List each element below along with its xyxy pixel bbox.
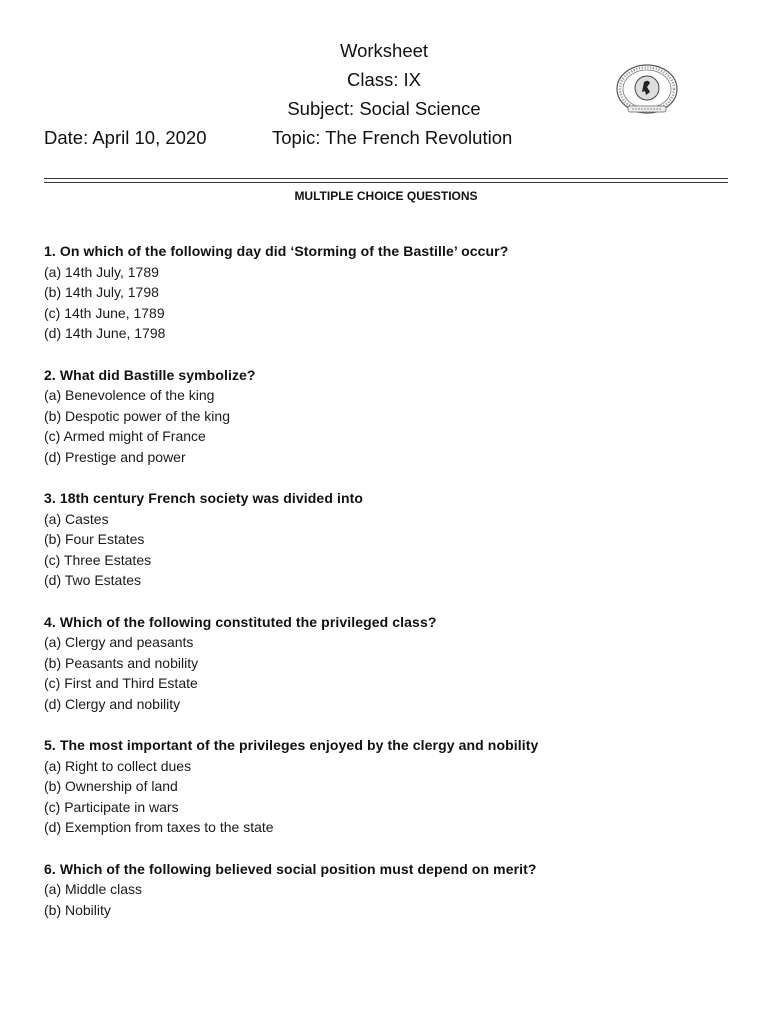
question-3 (44, 488, 744, 591)
question-text: 1. On which of the following day did ‘Storming of the Bastille’ occur? (44, 243, 509, 259)
question-1 (44, 241, 744, 344)
option: (b) 14th July, 1798 (44, 284, 159, 300)
header-divider-top (44, 178, 728, 179)
option: (c) Three Estates (44, 551, 152, 568)
option: (a) Right to collect dues (44, 757, 192, 774)
question-list (44, 241, 744, 941)
option: (a) Castes (44, 510, 109, 527)
option: (c) Armed might of France (44, 428, 206, 444)
school-emblem-logo (614, 62, 680, 118)
header-divider-bottom (44, 182, 728, 183)
option: (a) Benevolence of the king (44, 387, 215, 403)
option: (a) Middle class (44, 881, 143, 897)
question-text: 2. What did Bastille symbolize? (44, 366, 256, 383)
question-text: 4. Which of the following constituted the privileged class? (44, 613, 437, 630)
question-2 (44, 365, 744, 468)
option: (b) Four Estates (44, 531, 145, 547)
class-label: Class: IX (346, 69, 422, 90)
question-5 (44, 735, 744, 838)
section-title: MULTIPLE CHOICE QUESTIONS (294, 189, 478, 203)
option: (a) 14th July, 1789 (44, 263, 159, 280)
worksheet-title: Worksheet (339, 40, 429, 61)
option: (d) Two Estates (44, 572, 142, 588)
option: (d) Clergy and nobility (44, 695, 181, 712)
date-label: Date: April 10, 2020 (44, 127, 207, 148)
question-6 (44, 859, 744, 921)
question-text: 5. The most important of the privileges enjoyed by the clergy and nobility (44, 737, 539, 753)
option: (b) Peasants and nobility (44, 654, 199, 671)
topic-label: Topic: The French Revolution (272, 127, 513, 148)
option: (b) Nobility (44, 901, 111, 918)
option: (c) First and Third Estate (44, 675, 198, 691)
subject-label: Subject: Social Science (287, 98, 481, 119)
question-text: 3. 18th century French society was divided into (44, 490, 364, 506)
option: (d) Exemption from taxes to the state (44, 819, 274, 835)
option: (c) Participate in wars (44, 798, 179, 815)
option: (a) Clergy and peasants (44, 634, 194, 650)
question-text: 6. Which of the following believed social position must depend on merit? (44, 860, 537, 877)
option: (d) Prestige and power (44, 448, 186, 465)
option: (d) 14th June, 1798 (44, 325, 166, 341)
option: (b) Despotic power of the king (44, 407, 230, 424)
option: (c) 14th June, 1789 (44, 304, 165, 321)
question-4 (44, 612, 744, 715)
option: (b) Ownership of land (44, 778, 178, 794)
